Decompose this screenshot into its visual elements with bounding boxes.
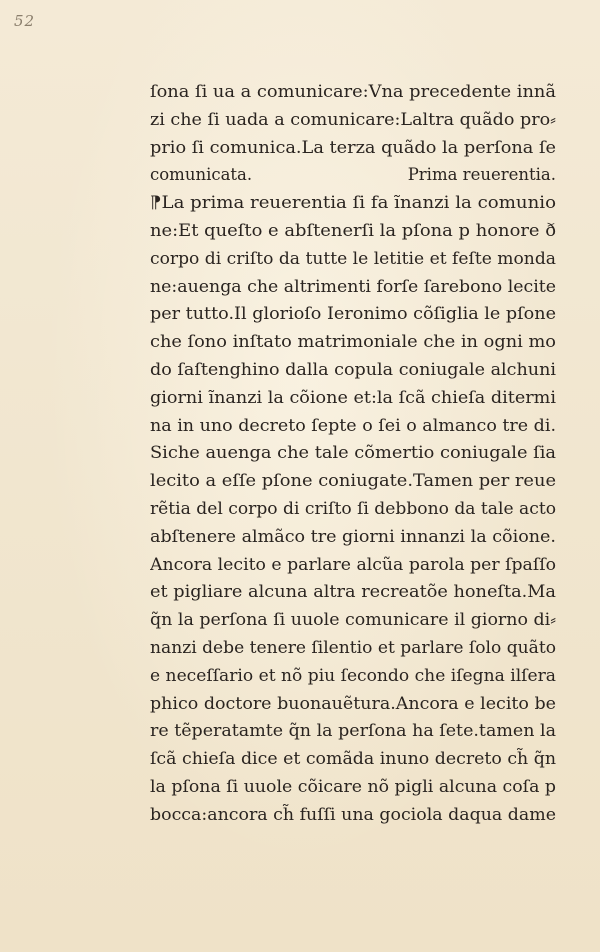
line-text: ne:Et queſto e abſtenerſi la pſona p honore ð [150, 220, 556, 240]
text-line [150, 801, 556, 829]
text-block [150, 78, 556, 829]
text-line [150, 356, 556, 384]
text-line [150, 412, 556, 440]
line-text: re tẽperatamte q̃n la perſona ha ſete.tamen la [150, 721, 556, 741]
line-segment: comunicata. [150, 165, 253, 185]
text-line [150, 217, 556, 245]
line-text: Siche auenga che tale cõmertio coniugale ſia [150, 443, 556, 463]
text-line [150, 690, 556, 718]
text-line [150, 161, 556, 189]
line-text: corpo di criſto da tutte le letitie et feſte monda [150, 248, 556, 268]
text-line [150, 134, 556, 162]
line-text: do ſaſtenghino dalla copula coniugale alchuni [150, 359, 556, 379]
line-text: lecito a eſſe pſone coniugate.Tamen per reue [150, 471, 556, 491]
line-text: ſcã chieſa dice et comãda inuno decreto ch̃ q̃n [150, 749, 556, 769]
section-heading: Prima reuerentia. [407, 165, 556, 185]
line-text: prio ſi comunica.La terza quãdo la perſona ſe [150, 137, 556, 157]
text-line [150, 662, 556, 690]
text-line [150, 245, 556, 273]
line-text: abſtenere almãco tre giorni innanzi la cõione. [150, 526, 556, 546]
line-text: rẽtia del corpo di criſto ſi debbono da tale acto [150, 498, 556, 518]
text-line [150, 773, 556, 801]
line-text: ne:auenga che altrimenti forſe ſarebono lecite [150, 276, 556, 296]
line-text: bocca:ancora ch̃ fuſſi una gociola daqua dame [150, 804, 556, 824]
line-text: che ſono inſtato matrimoniale che in ogni mo [150, 332, 556, 352]
text-line [150, 189, 556, 217]
text-line [150, 745, 556, 773]
text-line [150, 384, 556, 412]
line-text: Ancora lecito e parlare alcũa parola per ſpaſſo [150, 554, 556, 574]
line-text: la pſona ſi uuole cõicare nõ pigli alcuna coſa p [150, 776, 556, 796]
line-text: ⁋La prima reuerentia ſi fa ĩnanzi la comunio [150, 193, 556, 213]
text-line [150, 606, 556, 634]
text-line [150, 106, 556, 134]
line-text: giorni ĩnanzi la cõione et:la ſcã chieſa ditermi [150, 387, 556, 407]
text-line [150, 578, 556, 606]
line-text: per tutto.Il glorioſo Ieronimo cõſiglia le pſone [150, 304, 556, 324]
text-line [150, 78, 556, 106]
page-number: 52 [14, 12, 36, 30]
line-text: q̃n la perſona ſi uuole comunicare il giorno di⸗ [150, 610, 556, 630]
line-text: nanzi debe tenere ſilentio et parlare ſolo quãto [150, 637, 556, 657]
text-line [150, 439, 556, 467]
line-text: zi che ſi uada a comunicare:Laltra quãdo pro⸗ [150, 109, 556, 129]
line-text: na in uno decreto ſepte o ſei o almanco tre di. [150, 415, 556, 435]
text-line [150, 467, 556, 495]
line-text: e neceſſario et nõ piu ſecondo che iſegna ilſera [150, 665, 556, 685]
line-text: ſona ſi ua a comunicare:Vna precedente innã [150, 82, 556, 101]
text-line [150, 551, 556, 579]
text-line [150, 273, 556, 301]
text-line [150, 634, 556, 662]
line-text: et pigliare alcuna altra recreatõe honeſta.Ma [150, 582, 556, 602]
line-text: phico doctore buonauẽtura.Ancora e lecito be [150, 693, 556, 713]
text-line [150, 717, 556, 745]
text-line [150, 495, 556, 523]
text-line [150, 328, 556, 356]
text-line [150, 300, 556, 328]
text-line [150, 523, 556, 551]
